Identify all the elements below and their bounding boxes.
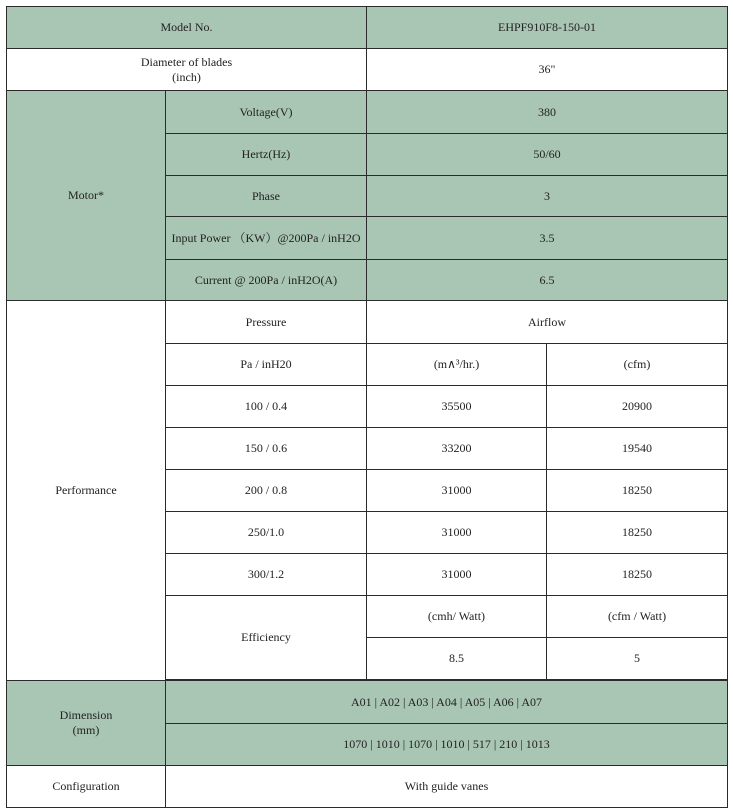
efficiency-cfm-value: 5 [547, 638, 728, 680]
model-label: Model No. [7, 7, 367, 49]
airflow-cfm-cell: 18250 [547, 554, 728, 596]
motor-row-label: Hertz(Hz) [166, 134, 367, 176]
motor-row-value: 3.5 [367, 217, 728, 260]
pressure-cell: 250/1.0 [166, 512, 367, 554]
dimension-values: 1070 | 1010 | 1070 | 1010 | 517 | 210 | 1013 [166, 724, 728, 766]
performance-label: Performance [7, 301, 166, 681]
motor-row-value: 3 [367, 176, 728, 217]
pressure-cell: 200 / 0.8 [166, 470, 367, 512]
diameter-label-line2: (inch) [172, 69, 201, 84]
efficiency-cmh-value: 8.5 [367, 638, 547, 680]
configuration-row [7, 766, 728, 808]
efficiency-unit-cfm: (cfm / Watt) [547, 596, 728, 638]
motor-row-value: 50/60 [367, 134, 728, 176]
airflow-m3-cell: 33200 [367, 428, 547, 470]
motor-row-label: Current @ 200Pa / inH2O(A) [166, 260, 367, 301]
configuration-label: Configuration [7, 766, 166, 808]
efficiency-unit-cmh: (cmh/ Watt) [367, 596, 547, 638]
efficiency-label: Efficiency [166, 596, 367, 680]
airflow-m3-cell: 35500 [367, 386, 547, 428]
model-row [7, 7, 728, 49]
dimension-headers-row [7, 681, 728, 724]
motor-row-label: Phase [166, 176, 367, 217]
configuration-value: With guide vanes [166, 766, 728, 808]
airflow-unit-cfm: (cfm) [547, 344, 728, 386]
airflow-m3-cell: 31000 [367, 470, 547, 512]
pressure-cell: 100 / 0.4 [166, 386, 367, 428]
dimension-headers: A01 | A02 | A03 | A04 | A05 | A06 | A07 [166, 681, 728, 724]
pressure-unit: Pa / inH20 [166, 344, 367, 386]
dimension-label-line2: (mm) [72, 723, 100, 737]
airflow-m3-cell: 31000 [367, 554, 547, 596]
diameter-label [7, 49, 367, 91]
airflow-unit-m3: (m∧³/hr.) [367, 344, 547, 386]
pressure-cell: 300/1.2 [166, 554, 367, 596]
dimension-label-line1: Dimension [59, 708, 113, 722]
pressure-header: Pressure [166, 301, 367, 344]
motor-label: Motor* [7, 91, 166, 301]
diameter-row [7, 49, 728, 91]
diameter-value: 36" [367, 49, 728, 91]
motor-row-label: Voltage(V) [166, 91, 367, 134]
motor-row-value: 6.5 [367, 260, 728, 301]
motor-row-label: Input Power （KW）@200Pa / inH2O [166, 217, 367, 260]
motor-row-value: 380 [367, 91, 728, 134]
pressure-cell: 150 / 0.6 [166, 428, 367, 470]
model-value: EHPF910F8-150-01 [367, 7, 728, 49]
performance-header-row [7, 301, 728, 344]
spec-table [6, 6, 728, 808]
airflow-m3-cell: 31000 [367, 512, 547, 554]
airflow-cfm-cell: 19540 [547, 428, 728, 470]
dimension-label [7, 681, 166, 766]
motor-row-voltage [7, 91, 728, 134]
airflow-cfm-cell: 18250 [547, 470, 728, 512]
airflow-cfm-cell: 20900 [547, 386, 728, 428]
diameter-label-line1: Diameter of blades [140, 54, 233, 69]
airflow-header: Airflow [367, 301, 728, 344]
airflow-cfm-cell: 18250 [547, 512, 728, 554]
